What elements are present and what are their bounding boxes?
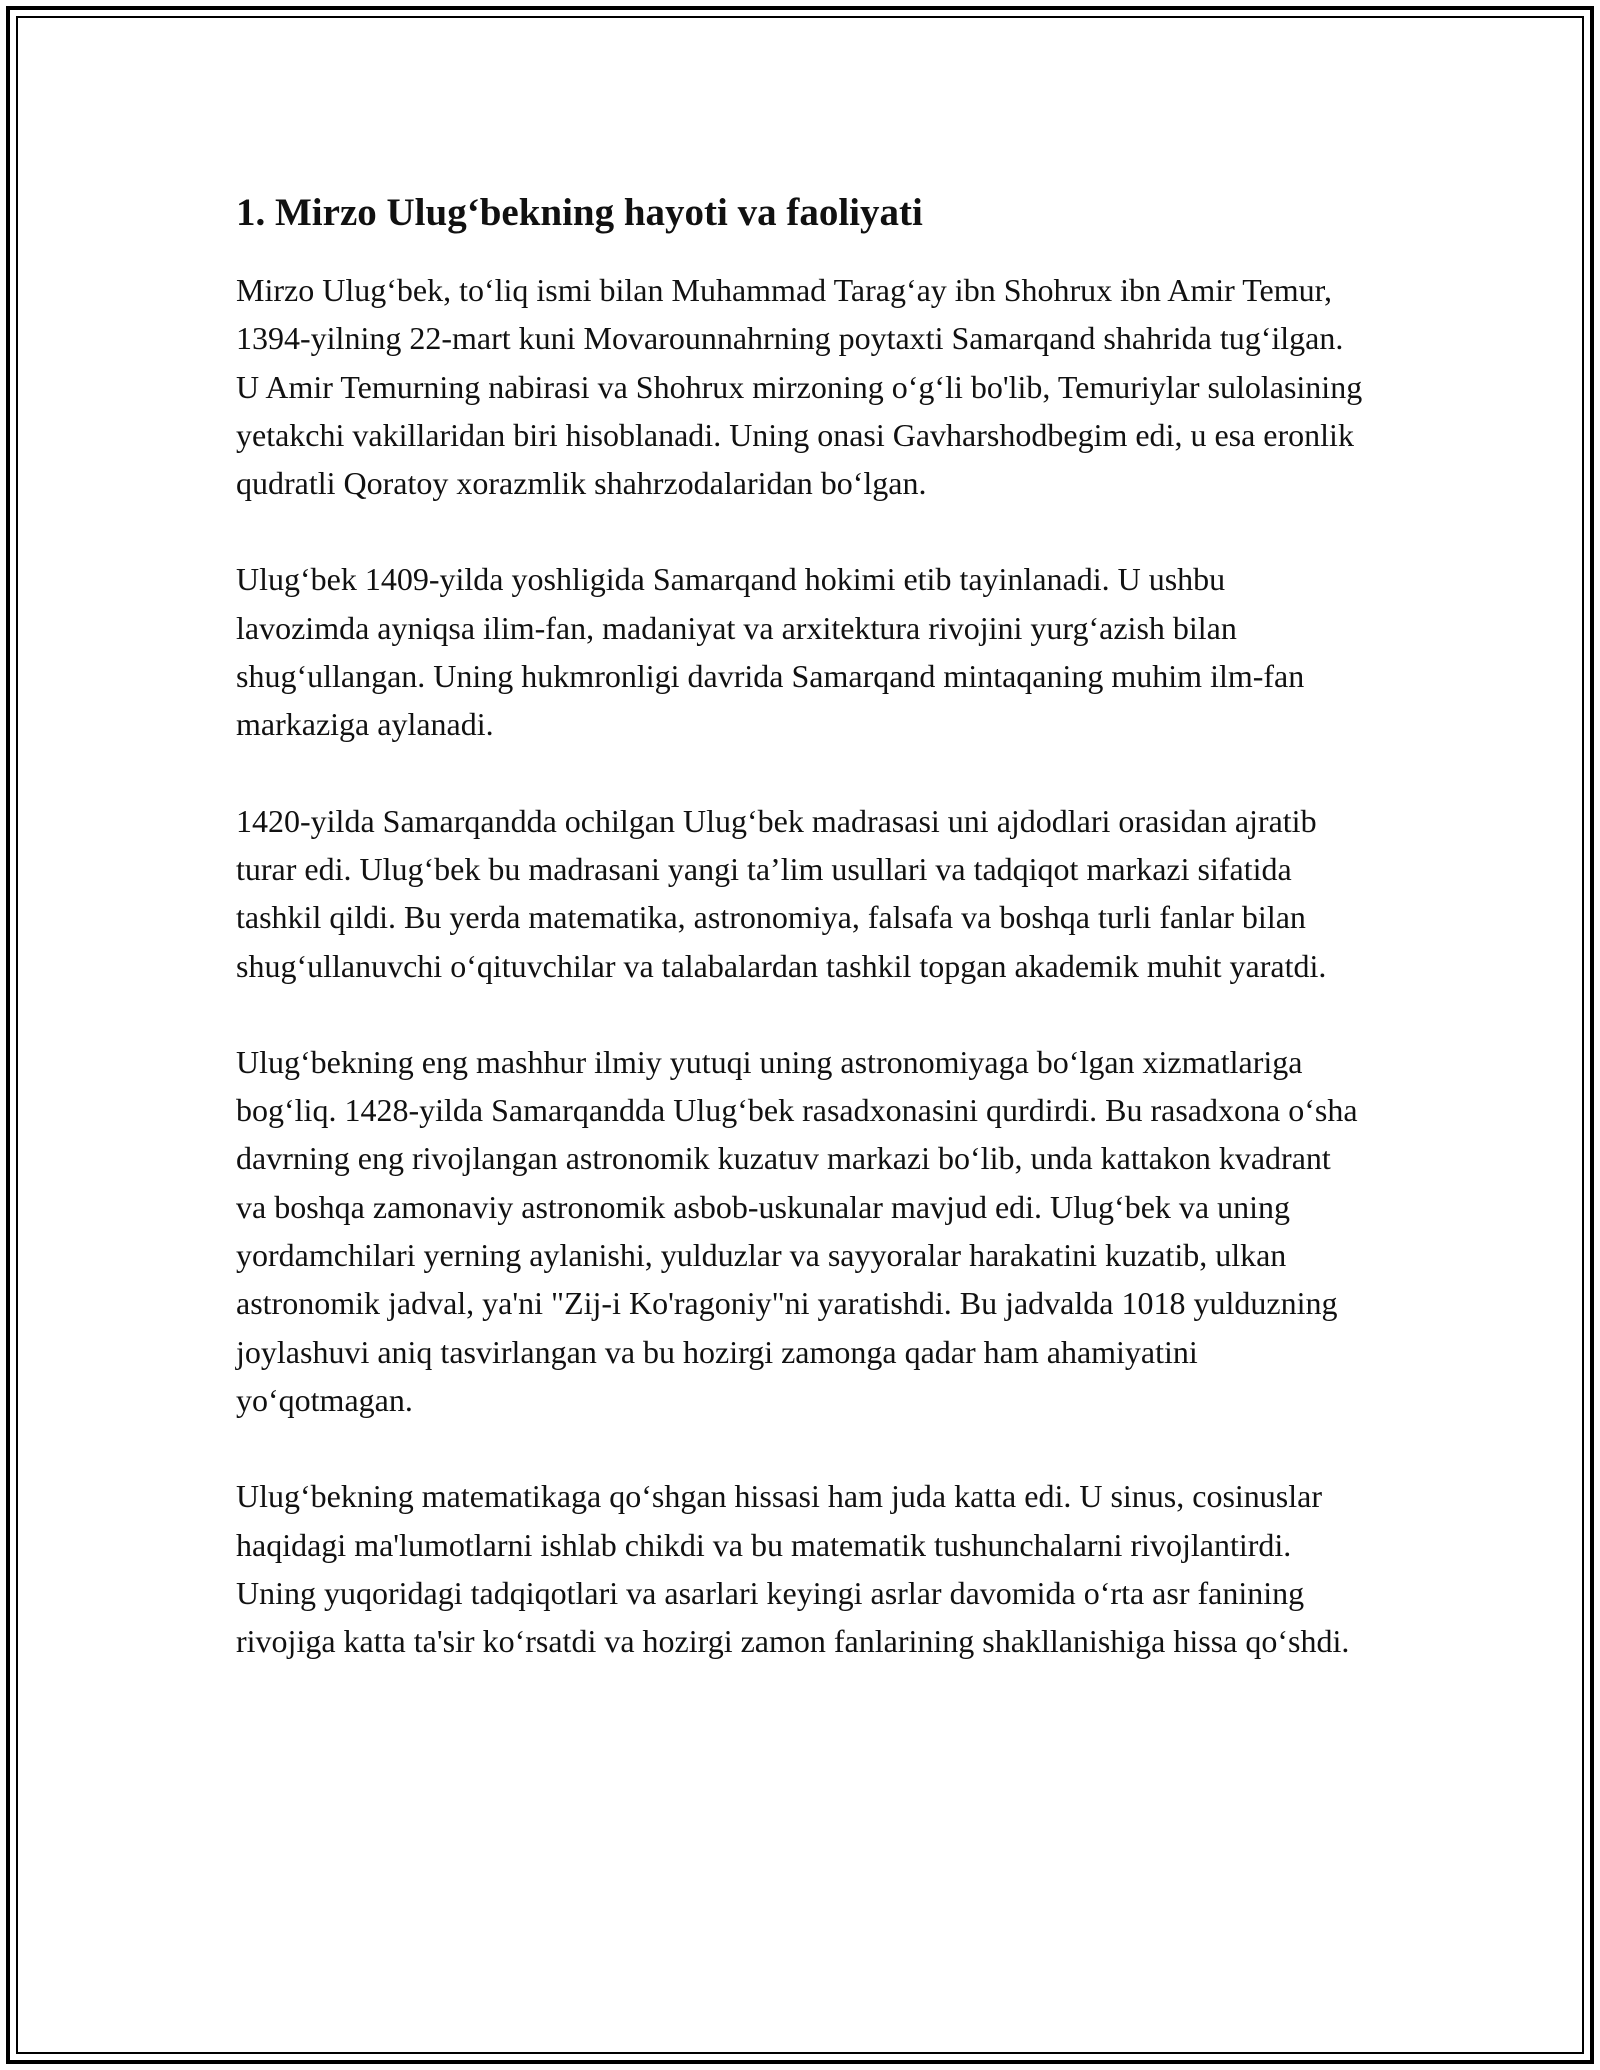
- paragraph-madrasa: 1420-yilda Samarqandda ochilgan Ulug‘bek madrasasi uni ajdodlari orasidan ajratib turar edi. Ulug‘bek bu madrasani yangi ta’lim usullari va tadqiqot markazi sifatida tashkil qildi. Bu yerda matematika, astronomiya, falsafa va boshqa turli fanlar bilan shug‘ullanuvchi o‘qituvchilar va talabalardan tashkil topgan akademik muhit yaratdi.: [236, 802, 1327, 984]
- section-heading: 1. Mirzo Ulug‘bekning hayoti va faoliyati: [236, 191, 923, 234]
- document-body: [236, 186, 1366, 1713]
- paragraph-governor: Ulug‘bek 1409-yilda yoshligida Samarqand hokimi etib tayinlanadi. U ushbu lavozimda ayniqsa ilim-fan, madaniyat va arxitektura rivojini yurg‘azish bilan shug‘ullangan. Uning hukmronligi davrida Samarqand mintaqaning muhim ilm-fan markaziga aylanadi.: [236, 561, 1305, 743]
- paragraph-mathematics: Ulug‘bekning matematikaga qo‘shgan hissasi ham juda katta edi. U sinus, cosinuslar haqidagi ma'lumotlarni ishlab chikdi va bu matematik tushunchalarni rivojlantirdi. Uning yuqoridagi tadqiqotlari va asarlari keyingi asrlar davomida o‘rta asr fanining rivojiga katta ta'sir ko‘rsatdi va hozirgi zamon fanlarining shakllanishiga hissa qo‘shdi.: [236, 1478, 1350, 1660]
- paragraph-astronomy: Ulug‘bekning eng mashhur ilmiy yutuqi uning astronomiyaga bo‘lgan xizmatlariga bog‘liq. 1428-yilda Samarqandda Ulug‘bek rasadxonasini qurdirdi. Bu rasadxona o‘sha davrning eng rivojlangan astronomik kuzatuv markazi bo‘lib, unda kattakon kvadrant va boshqa zamonaviy astronomik asbob-uskunalar mavjud edi. Ulug‘bek va uning yordamchilari yerning aylanishi, yulduzlar va sayyoralar harakatini kuzatib, ulkan astronomik jadval, ya'ni "Zij-i Ko'ragoniy"ni yaratishdi. Bu jadvalda 1018 yulduzning joylashuvi aniq tasvirlangan va bu hozirgi zamonga qadar ham ahamiyatini yo‘qotmagan.: [236, 1043, 1358, 1418]
- paragraph-birth: Mirzo Ulug‘bek, to‘liq ismi bilan Muhammad Tarag‘ay ibn Shohrux ibn Amir Temur, 1394-yilning 22-mart kuni Movarounnahrning poytaxti Samarqand shahrida tug‘ilgan. U Amir Temurning nabirasi va Shohrux mirzoning o‘g‘li bo'lib, Temuriylar sulolasining yetakchi vakillaridan biri hisoblanadi. Uning onasi Gavharshodbegim edi, u esa eronlik qudratli Qoratoy xorazmlik shahrzodalaridan bo‘lgan.: [236, 272, 1363, 502]
